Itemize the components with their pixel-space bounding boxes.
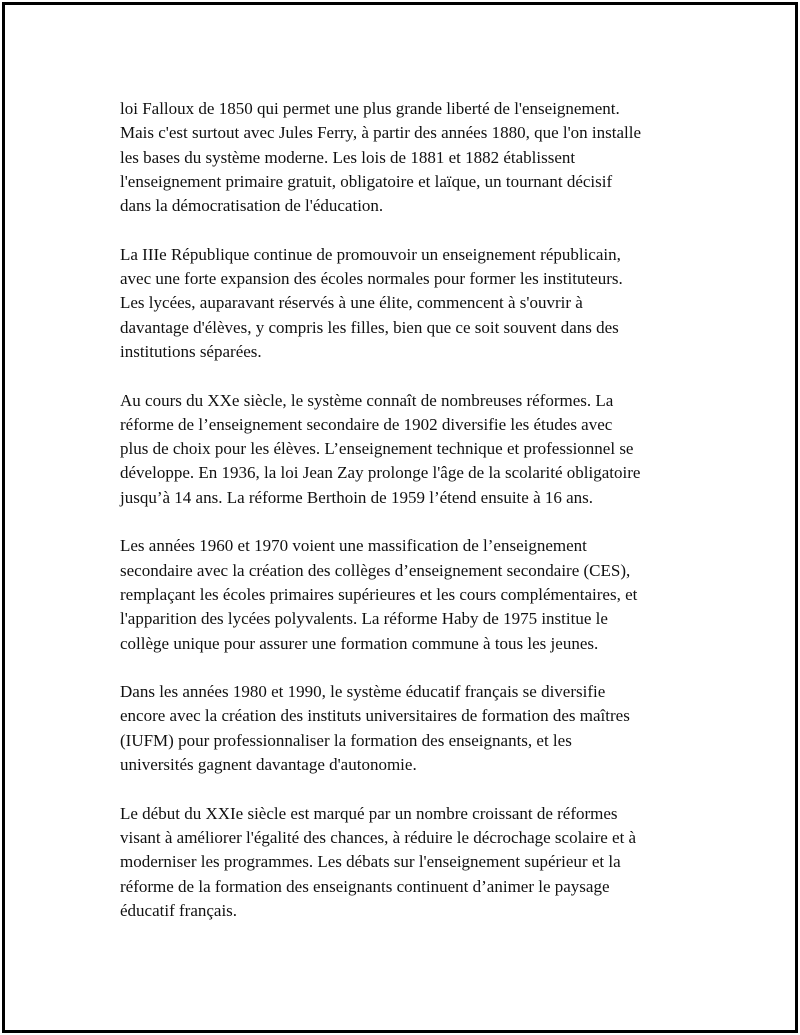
text-line: encore avec la création des instituts universitaires de formation des maîtres xyxy=(120,706,630,726)
text-line: universités gagnent davantage d'autonomie. xyxy=(120,755,417,775)
text-line: secondaire avec la création des collèges d’enseignement secondaire (CES), xyxy=(120,560,631,580)
paragraph xyxy=(120,802,700,923)
text-line: (IUFM) pour professionnaliser la formation des enseignants, et les xyxy=(120,730,572,750)
text-line: institutions séparées. xyxy=(120,341,262,361)
text-line: les bases du système moderne. Les lois de 1881 et 1882 établissent xyxy=(120,147,576,167)
text-line: Le début du XXIe siècle est marqué par un nombre croissant de réformes xyxy=(120,803,618,823)
text-line: Au cours du XXe siècle, le système connaît de nombreuses réformes. La xyxy=(120,390,614,410)
text-line: remplaçant les écoles primaires supérieures et les cours complémentaires, et xyxy=(120,584,638,604)
text-line: La IIIe République continue de promouvoir un enseignement républicain, xyxy=(120,244,621,264)
text-line: l'apparition des lycées polyvalents. La réforme Haby de 1975 institue le xyxy=(120,609,608,629)
text-line: Dans les années 1980 et 1990, le système éducatif français se diversifie xyxy=(120,682,606,702)
paragraph xyxy=(120,243,700,364)
text-line: loi Falloux de 1850 qui permet une plus grande liberté de l'enseignement. xyxy=(120,99,620,118)
paragraph xyxy=(120,97,700,218)
text-line: éducatif français. xyxy=(120,900,238,920)
text-line: développe. En 1936, la loi Jean Zay prolonge l'âge de la scolarité obligatoire xyxy=(120,463,641,483)
text-line: plus de choix pour les élèves. L’enseignement technique et professionnel se xyxy=(120,439,634,459)
text-line: Les années 1960 et 1970 voient une massification de l’enseignement xyxy=(120,536,587,556)
text-line: réforme de l’enseignement secondaire de 1902 diversifie les études avec xyxy=(120,414,613,434)
text-line: Les lycées, auparavant réservés à une élite, commencent à s'ouvrir à xyxy=(120,293,583,313)
text-line: Mais c'est surtout avec Jules Ferry, à partir des années 1880, que l'on installe xyxy=(120,123,642,143)
text-line: davantage d'élèves, y compris les filles, bien que ce soit souvent dans des xyxy=(120,317,619,337)
text-line: avec une forte expansion des écoles normales pour former les instituteurs. xyxy=(120,269,623,289)
paragraph xyxy=(120,534,700,655)
document-body xyxy=(120,97,700,947)
paragraph xyxy=(120,389,700,510)
text-line: jusqu’à 14 ans. La réforme Berthoin de 1959 l’étend ensuite à 16 ans. xyxy=(120,487,594,507)
text-line: réforme de la formation des enseignants continuent d’animer le paysage xyxy=(120,876,610,896)
paragraph xyxy=(120,680,700,777)
text-line: collège unique pour assurer une formation commune à tous les jeunes. xyxy=(120,633,599,653)
page-frame xyxy=(2,2,798,1033)
text-line: l'enseignement primaire gratuit, obligatoire et laïque, un tournant décisif xyxy=(120,171,613,191)
text-line: moderniser les programmes. Les débats sur l'enseignement supérieur et la xyxy=(120,852,621,872)
text-line: visant à améliorer l'égalité des chances, à réduire le décrochage scolaire et à xyxy=(120,827,637,847)
text-line: dans la démocratisation de l'éducation. xyxy=(120,196,384,216)
